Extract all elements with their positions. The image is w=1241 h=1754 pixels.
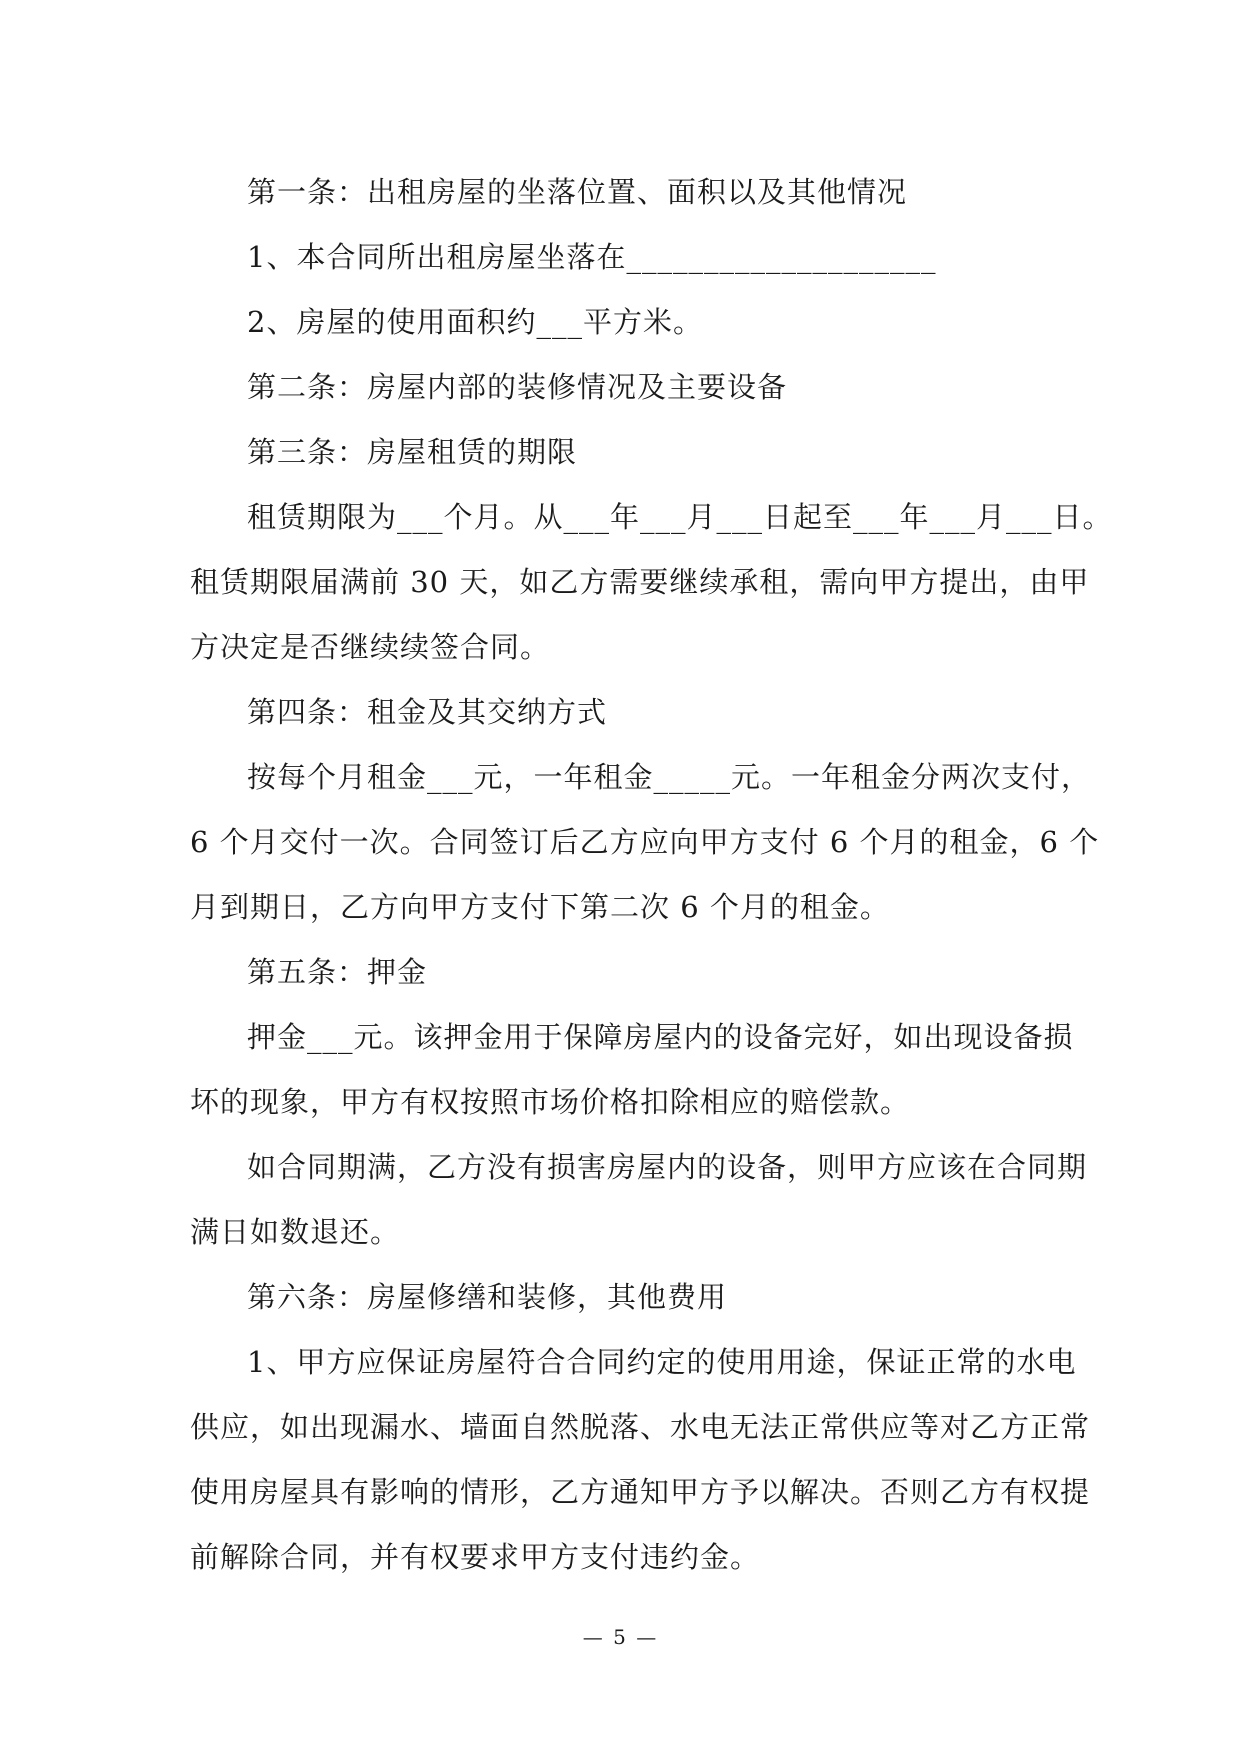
article-5-text-line: 坏的现象，甲方有权按照市场价格扣除相应的赔偿款。	[190, 1085, 911, 1119]
article-6-text-line: 前解除合同，并有权要求甲方支付违约金。	[190, 1540, 761, 1574]
article-5-text-line: 满日如数退还。	[190, 1215, 401, 1249]
article-1-item-1: 1、本合同所出租房屋坐落在____________________	[247, 240, 937, 274]
article-1-item-2: 2、房屋的使用面积约___平方米。	[247, 305, 703, 339]
document-body	[190, 160, 1113, 1590]
article-5-text-line: 如合同期满，乙方没有损害房屋内的设备，则甲方应该在合同期	[247, 1150, 1088, 1184]
page-number: — 5 —	[582, 1625, 659, 1649]
article-4-text-line: 6 个月交付一次。合同签订后乙方应向甲方支付 6 个月的租金，6 个	[190, 825, 1100, 859]
article-4-heading: 第四条：租金及其交纳方式	[247, 695, 608, 729]
article-6-text-line: 供应，如出现漏水、墙面自然脱落、水电无法正常供应等对乙方正常	[190, 1410, 1091, 1444]
article-1-heading: 第一条：出租房屋的坐落位置、面积以及其他情况	[247, 175, 908, 209]
article-6-text-line: 使用房屋具有影响的情形，乙方通知甲方予以解决。否则乙方有权提	[190, 1475, 1091, 1509]
article-2-heading: 第二条：房屋内部的装修情况及主要设备	[247, 370, 788, 404]
article-4-text-line: 月到期日，乙方向甲方支付下第二次 6 个月的租金。	[190, 890, 890, 924]
article-5-text-line: 押金___元。该押金用于保障房屋内的设备完好，如出现设备损	[247, 1020, 1074, 1054]
article-6-heading: 第六条：房屋修缮和装修，其他费用	[247, 1280, 728, 1314]
article-3-text-line: 方决定是否继续续签合同。	[190, 630, 551, 664]
article-3-heading: 第三条：房屋租赁的期限	[247, 435, 578, 469]
article-4-text-line: 按每个月租金___元，一年租金_____元。一年租金分两次支付，	[247, 760, 1092, 794]
article-3-text-line: 租赁期限届满前 30 天，如乙方需要继续承租，需向甲方提出，由甲	[190, 565, 1090, 599]
article-6-text-line: 1、甲方应保证房屋符合合同约定的使用用途，保证正常的水电	[247, 1345, 1077, 1379]
article-5-heading: 第五条：押金	[247, 955, 428, 989]
article-3-text-line: 租赁期限为___个月。从___年___月___日起至___年___月___日。	[247, 500, 1113, 534]
